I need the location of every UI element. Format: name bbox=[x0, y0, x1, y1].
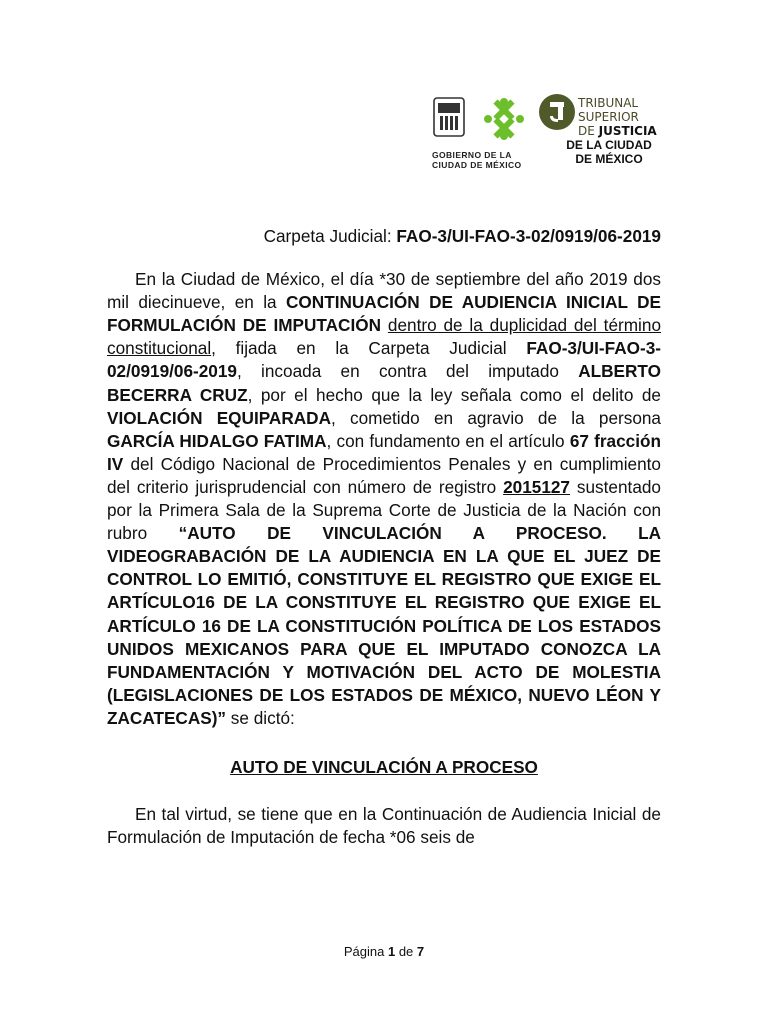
tsj-line1: TRIBUNAL bbox=[578, 96, 639, 110]
p1-bold-audiencia: CONTINUACIÓN DE AUDIENCIA INICIAL DE FORMULACIÓN DE IMPUTACIÓN bbox=[107, 292, 661, 336]
p1-bold-victima: GARCÍA HIDALGO FATIMA bbox=[107, 430, 327, 451]
tsj-name bbox=[578, 96, 657, 138]
gov-cdmx-logo bbox=[432, 94, 542, 170]
p1-text-7: , con fundamento en el artículo bbox=[326, 430, 570, 451]
page-total: 7 bbox=[416, 944, 425, 959]
p1-bold-rubro: “AUTO DE VINCULACIÓN A PROCESO. LA VIDEOGRABACIÓN DE LA AUDIENCIA EN LA QUE EL JUEZ DE CONTROL LO EMITIÓ, CONSTITUYE EL REGISTRO QUE EXIGE EL ARTÍCULO16 DE LA CONSTITUYE EL REGISTRO QUE EXIGE EL ARTÍCULO 16 DE LA CONSTITUCIÓN POLÍTICA DE LOS ESTADOS UNIDOS MEXICANOS PARA QUE EL IMPUTADO CONOZCA LA FUNDAMENTACIÓN Y MOTIVACIÓN DEL ACTO DE MOLESTIA (LEGISLACIONES DE LOS ESTADOS DE MÉXICO, NUEVO LÉON Y ZACATECAS)” bbox=[107, 523, 661, 728]
tsj-subtitle bbox=[554, 138, 664, 166]
gov-logos-icon bbox=[432, 94, 542, 146]
p1-bold-carpeta: FAO-3/UI-FAO-3-02/0919/06-2019 bbox=[107, 338, 661, 382]
p1-bold-imputado: ALBERTO BECERRA CRUZ bbox=[107, 361, 661, 405]
section-heading: AUTO DE VINCULACIÓN A PROCESO bbox=[230, 756, 538, 777]
carpeta-number: FAO-3/UI-FAO-3-02/0919/06-2019 bbox=[396, 226, 661, 246]
p1-text-1: En la Ciudad de México, el día *30 de septiembre del año 2019 dos mil diecinueve, en la bbox=[107, 269, 661, 313]
gov-logo-text bbox=[432, 150, 542, 170]
page-number bbox=[0, 944, 768, 959]
gov-logo-line1: GOBIERNO DE LA bbox=[432, 150, 512, 160]
paragraph-1 bbox=[107, 268, 661, 730]
tsj-line5: DE MÉXICO bbox=[575, 152, 643, 166]
tsj-line4: DE LA CIUDAD bbox=[566, 138, 652, 152]
tsj-line3-prefix: DE bbox=[578, 124, 595, 138]
gov-logo-line2: CIUDAD DE MÉXICO bbox=[432, 160, 522, 170]
p1-text-6: , cometido en agravio de la persona bbox=[331, 407, 661, 428]
page-middle: de bbox=[395, 944, 417, 959]
document-body bbox=[107, 225, 661, 849]
p1-bold-articulo: 67 fracción IV bbox=[107, 430, 661, 474]
paragraph-2: En tal virtud, se tiene que en la Continuación de Audiencia Inicial de Formulación de Imputación de fecha *06 seis de bbox=[107, 804, 661, 848]
p1-text-9: sustentado por la Primera Sala de la Suprema Corte de Justicia de la Nación con rubro bbox=[107, 476, 661, 544]
page-current: 1 bbox=[387, 944, 396, 959]
p1-text-2 bbox=[381, 315, 388, 335]
carpeta-label: Carpeta Judicial: bbox=[263, 226, 397, 246]
header-logos bbox=[430, 88, 660, 184]
p1-text-5: , por el hecho que la ley señala como el delito de bbox=[247, 384, 661, 405]
tsj-line3-bold: JUSTICIA bbox=[598, 124, 657, 138]
p1-text-10: se dictó: bbox=[226, 707, 295, 728]
tsj-line3 bbox=[578, 124, 657, 138]
p1-text-4: , incoada en contra del imputado bbox=[236, 361, 579, 382]
p1-underline-duplicidad: dentro de la duplicidad del término constitucional bbox=[107, 315, 661, 359]
p1-bold-delito: VIOLACIÓN EQUIPARADA bbox=[107, 407, 331, 428]
p1-text-3: , fijada en la Carpeta Judicial bbox=[211, 338, 527, 359]
p1-text-8: del Código Nacional de Procedimientos Penales y en cumplimiento del criterio jurisprudencial con número de registro bbox=[107, 453, 661, 497]
page-prefix: Página bbox=[343, 944, 388, 959]
tsj-emblem-icon bbox=[538, 92, 576, 132]
carpeta-judicial bbox=[107, 225, 661, 248]
tsj-line2: SUPERIOR bbox=[578, 110, 639, 124]
p1-registro-number: 2015127 bbox=[503, 476, 570, 497]
